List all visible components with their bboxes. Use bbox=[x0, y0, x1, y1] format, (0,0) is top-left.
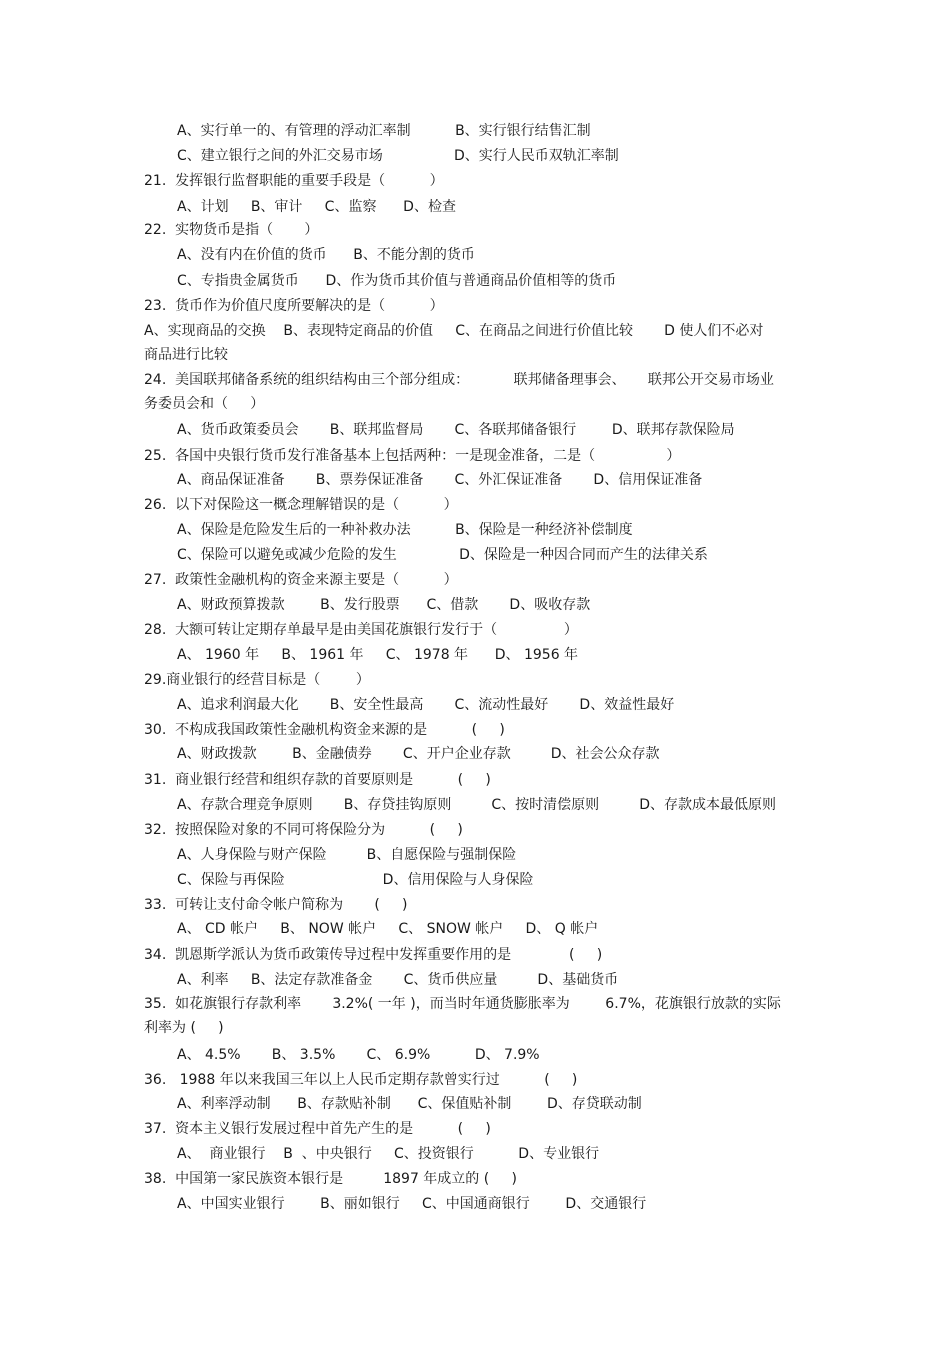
question-line: 30. 不构成我国政策性金融机构资金来源的是 ( ) bbox=[144, 722, 505, 738]
option-line: A、保险是危险发生后的一种补救办法 B、保险是一种经济补偿制度 bbox=[177, 522, 633, 538]
question-line-continued: 利率为 ( ) bbox=[144, 1020, 224, 1036]
question-line: 34. 凯恩斯学派认为货币政策传导过程中发挥重要作用的是 ( ) bbox=[144, 947, 603, 963]
option-line: C、保险与再保险 D、信用保险与人身保险 bbox=[177, 872, 534, 888]
option-line: A、利率 B、法定存款准备金 C、货币供应量 D、基础货币 bbox=[177, 972, 619, 988]
option-line: C、建立银行之间的外汇交易市场 D、实行人民币双轨汇率制 bbox=[177, 148, 619, 164]
option-line: A、存款合理竞争原则 B、存贷挂钩原则 C、按时清偿原则 D、存款成本最低原则 bbox=[177, 797, 776, 813]
option-line: C、保险可以避免或减少危险的发生 D、保险是一种因合同而产生的法律关系 bbox=[177, 547, 708, 563]
option-line: A、财政预算拨款 B、发行股票 C、借款 D、吸收存款 bbox=[177, 597, 591, 613]
option-line: A、追求利润最大化 B、安全性最高 C、流动性最好 D、效益性最好 bbox=[177, 697, 675, 713]
question-line: 35. 如花旗银行存款利率 3.2%( 一年 )，而当时年通货膨胀率为 6.7%，花旗银行放款的实际 bbox=[144, 996, 781, 1012]
question-line: 25. 各国中央银行货币发行准备基本上包括两种：一是现金准备，二是（ ） bbox=[144, 448, 681, 464]
question-line: 37. 资本主义银行发展过程中首先产生的是 ( ) bbox=[144, 1121, 491, 1137]
question-line-continued: 务委员会和（ ） bbox=[144, 396, 265, 412]
option-line: A、利率浮动制 B、存款贴补制 C、保值贴补制 D、存贷联动制 bbox=[177, 1096, 642, 1112]
question-line: 38. 中国第一家民族资本银行是 1897 年成立的 ( ) bbox=[144, 1171, 517, 1187]
option-line: A、财政拨款 B、金融债券 C、开户企业存款 D、社会公众存款 bbox=[177, 746, 660, 762]
option-line-continued: 商品进行比较 bbox=[144, 347, 228, 363]
question-line: 26. 以下对保险这一概念理解错误的是（ ） bbox=[144, 497, 458, 513]
option-line: A、计划 B、审计 C、监察 D、检查 bbox=[177, 199, 456, 215]
option-line: A、没有内在价值的货币 B、不能分割的货币 bbox=[177, 247, 475, 263]
question-line: 23. 货币作为价值尺度所要解决的是（ ） bbox=[144, 298, 444, 314]
question-line: 32. 按照保险对象的不同可将保险分为 ( ) bbox=[144, 822, 463, 838]
question-line: 27. 政策性金融机构的资金来源主要是（ ） bbox=[144, 572, 458, 588]
question-line: 36. 1988 年以来我国三年以上人民币定期存款曾实行过 ( ) bbox=[144, 1072, 578, 1088]
question-line: 22. 实物货币是指（ ） bbox=[144, 222, 319, 238]
option-line: A、 商业银行 B 、中央银行 C、投资银行 D、专业银行 bbox=[177, 1146, 600, 1162]
option-line: A、 CD 帐户 B、 NOW 帐户 C、 SNOW 帐户 D、 Q 帐户 bbox=[177, 921, 599, 937]
option-line: A、中国实业银行 B、丽如银行 C、中国通商银行 D、交通银行 bbox=[177, 1196, 647, 1212]
option-line: A、实行单一的、有管理的浮动汇率制 B、实行银行结售汇制 bbox=[177, 123, 591, 139]
question-line: 33. 可转让支付命令帐户简称为 ( ) bbox=[144, 897, 408, 913]
option-line: A、实现商品的交换 B、表现特定商品的价值 C、在商品之间进行价值比较 D 使人们不必对 bbox=[144, 323, 764, 339]
option-line: A、货币政策委员会 B、联邦监督局 C、各联邦储备银行 D、联邦存款保险局 bbox=[177, 422, 735, 438]
question-line: 31. 商业银行经营和组织存款的首要原则是 ( ) bbox=[144, 772, 491, 788]
option-line: C、专指贵金属货币 D、作为货币其价值与普通商品价值相等的货币 bbox=[177, 273, 617, 289]
option-line: A、 1960 年 B、 1961 年 C、 1978 年 D、 1956 年 bbox=[177, 647, 579, 663]
question-line: 28. 大额可转让定期存单最早是由美国花旗银行发行于（ ） bbox=[144, 622, 578, 638]
option-line: A、商品保证准备 B、票券保证准备 C、外汇保证准备 D、信用保证准备 bbox=[177, 472, 703, 488]
option-line: A、人身保险与财产保险 B、自愿保险与强制保险 bbox=[177, 847, 517, 863]
question-line: 21. 发挥银行监督职能的重要手段是（ ） bbox=[144, 173, 444, 189]
question-line: 24. 美国联邦储备系统的组织结构由三个部分组成： 联邦储备理事会、 联邦公开交易市场业 bbox=[144, 372, 774, 388]
question-line: 29.商业银行的经营目标是（ ） bbox=[144, 672, 370, 688]
option-line: A、 4.5% B、 3.5% C、 6.9% D、 7.9% bbox=[177, 1047, 540, 1063]
